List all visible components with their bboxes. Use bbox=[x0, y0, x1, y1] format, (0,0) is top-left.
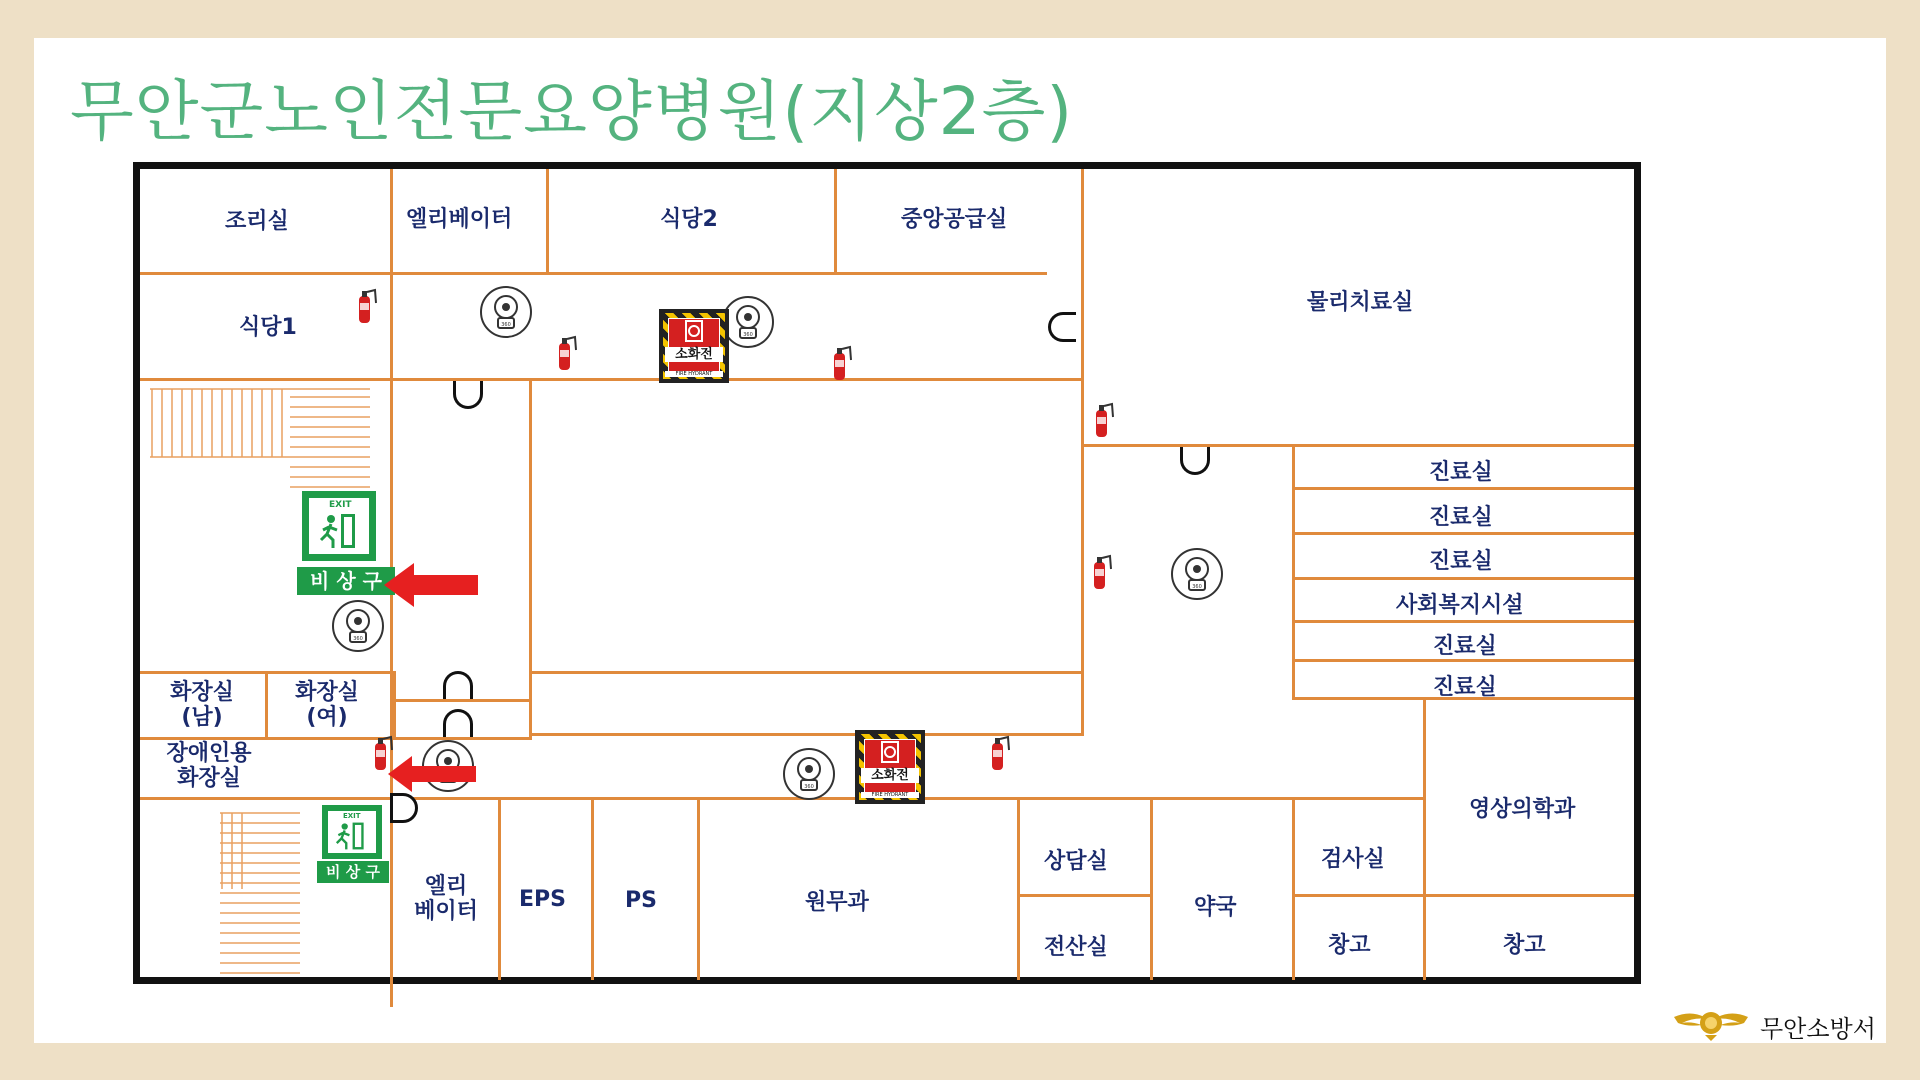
room-label: 화장실 bbox=[177, 766, 241, 792]
emergency-exit-icon bbox=[322, 805, 382, 859]
fire-department-emblem-icon bbox=[1672, 1005, 1750, 1043]
hydrant-hose-icon bbox=[685, 319, 703, 343]
running-person-icon bbox=[319, 512, 359, 550]
fire-hydrant-icon bbox=[855, 730, 925, 804]
hydrant-hose-icon bbox=[881, 740, 899, 764]
red-arrow-icon bbox=[388, 754, 478, 794]
fire-station-name: 무안소방서 bbox=[1760, 1015, 1876, 1043]
room-pharmacy: 약국 bbox=[1194, 895, 1237, 920]
fire-extinguisher-icon bbox=[988, 734, 1012, 772]
wall bbox=[529, 671, 1081, 674]
wall bbox=[697, 799, 700, 980]
wall bbox=[1017, 894, 1150, 897]
wall bbox=[1081, 444, 1634, 447]
room-admin: 원무과 bbox=[805, 890, 869, 915]
wall bbox=[1292, 532, 1634, 535]
running-person-icon bbox=[335, 821, 367, 851]
wall bbox=[265, 674, 268, 737]
exit-word: EXIT bbox=[343, 812, 361, 820]
room-exam-4: 진료실 bbox=[1433, 634, 1497, 659]
floor-plan bbox=[133, 162, 1641, 984]
door-icon bbox=[1180, 447, 1210, 475]
wall bbox=[834, 169, 837, 272]
wall bbox=[1150, 799, 1153, 980]
cctv-360-camera-icon bbox=[782, 747, 836, 801]
wall bbox=[1423, 697, 1426, 980]
door-icon bbox=[443, 709, 473, 737]
wall bbox=[1292, 894, 1634, 897]
cctv-360-camera-icon bbox=[331, 599, 385, 653]
room-toilet-men bbox=[157, 680, 247, 731]
fire-extinguisher-icon bbox=[1092, 401, 1116, 439]
room-label: 화장실 bbox=[170, 680, 234, 705]
room-toilet-disabled bbox=[154, 741, 264, 792]
room-physio: 물리치료실 bbox=[1307, 290, 1414, 315]
wall bbox=[498, 799, 501, 980]
stairs-icon bbox=[218, 809, 304, 979]
camera-label: 360 bbox=[743, 332, 753, 338]
hydrant-label: 소화전 bbox=[665, 347, 723, 362]
room-storage-1: 창고 bbox=[1328, 933, 1371, 958]
door-icon bbox=[390, 793, 418, 823]
room-sublabel: (여) bbox=[306, 705, 348, 731]
room-toilet-women bbox=[282, 680, 372, 731]
wall bbox=[591, 799, 594, 980]
wall bbox=[1292, 487, 1634, 490]
exit-word: EXIT bbox=[329, 500, 352, 510]
room-label: 베이터 bbox=[414, 899, 478, 925]
wall bbox=[1081, 169, 1084, 735]
room-exam-3: 진료실 bbox=[1429, 549, 1493, 574]
room-exam-1: 진료실 bbox=[1429, 460, 1493, 485]
room-computer: 전산실 bbox=[1044, 935, 1108, 960]
door-icon bbox=[1048, 312, 1076, 342]
hydrant-sublabel: FIRE HYDRANT bbox=[861, 792, 919, 798]
hydrant-label: 소화전 bbox=[861, 768, 919, 783]
wall bbox=[1292, 620, 1634, 623]
room-dining1: 식당1 bbox=[239, 315, 297, 340]
wall bbox=[393, 671, 396, 737]
wall bbox=[529, 381, 532, 737]
wall bbox=[546, 169, 549, 272]
fire-extinguisher-icon bbox=[355, 287, 379, 325]
emergency-exit-label: 비 상 구 bbox=[317, 861, 389, 883]
room-sublabel: (남) bbox=[181, 705, 223, 731]
door-icon bbox=[453, 381, 483, 409]
room-central-supply: 중앙공급실 bbox=[901, 207, 1008, 232]
room-dining2: 식당2 bbox=[660, 207, 718, 232]
wall bbox=[140, 272, 1047, 275]
room-label: 엘리 bbox=[424, 874, 468, 899]
room-kitchen: 조리실 bbox=[225, 209, 289, 234]
page-title: 무안군노인전문요양병원(지상2층) bbox=[70, 73, 1074, 150]
room-ps: PS bbox=[625, 888, 657, 913]
wall bbox=[1017, 799, 1020, 980]
wall bbox=[1292, 799, 1295, 980]
room-exam-2: 진료실 bbox=[1429, 505, 1493, 530]
fire-hydrant-icon bbox=[659, 309, 729, 383]
emergency-exit-icon bbox=[302, 491, 376, 561]
stairs-icon bbox=[144, 383, 376, 498]
cctv-360-camera-icon bbox=[479, 285, 533, 339]
wall bbox=[1292, 659, 1634, 662]
camera-label: 360 bbox=[501, 322, 511, 328]
room-storage-2: 창고 bbox=[1503, 933, 1546, 958]
cctv-360-camera-icon bbox=[1170, 547, 1224, 601]
room-welfare: 사회복지시설 bbox=[1396, 593, 1524, 618]
fire-extinguisher-icon bbox=[830, 344, 854, 382]
red-arrow-icon bbox=[384, 561, 480, 609]
room-eps: EPS bbox=[519, 887, 566, 912]
cctv-360-camera-icon bbox=[721, 295, 775, 349]
room-label: 장애인용 bbox=[166, 741, 252, 766]
wall bbox=[1292, 577, 1634, 580]
wall bbox=[140, 378, 1081, 381]
room-lab: 검사실 bbox=[1321, 847, 1385, 872]
room-counsel: 상담실 bbox=[1044, 849, 1108, 874]
wall bbox=[393, 699, 532, 702]
door-icon bbox=[443, 671, 473, 699]
hydrant-sublabel: FIRE HYDRANT bbox=[665, 371, 723, 377]
fire-extinguisher-icon bbox=[1090, 553, 1114, 591]
camera-label: 360 bbox=[804, 784, 814, 790]
room-exam-5: 진료실 bbox=[1433, 675, 1497, 700]
room-label: 화장실 bbox=[295, 680, 359, 705]
room-radiology: 영상의학과 bbox=[1469, 797, 1576, 822]
camera-label: 360 bbox=[1192, 584, 1202, 590]
room-elevator-bottom bbox=[398, 874, 494, 925]
camera-label: 360 bbox=[353, 636, 363, 642]
emergency-exit-label: 비 상 구 bbox=[297, 567, 395, 595]
room-elevator-top: 엘리베이터 bbox=[406, 207, 513, 232]
fire-extinguisher-icon bbox=[555, 334, 579, 372]
